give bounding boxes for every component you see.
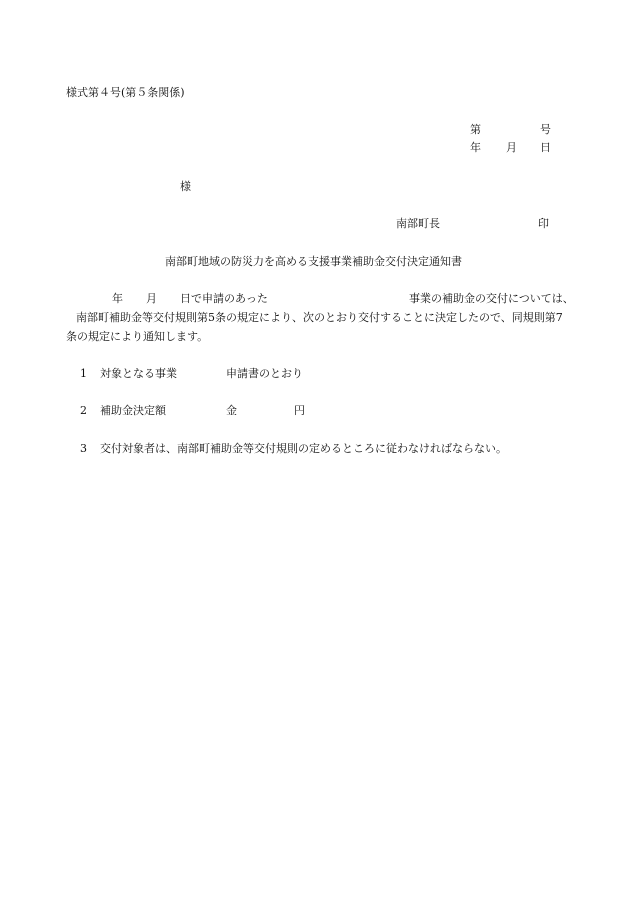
addressee-suffix: 様 [180, 180, 191, 193]
item-1-number: 1 [80, 367, 87, 380]
document-title: 南部町地域の防災力を高める支援事業補助金交付決定通知書 [165, 255, 462, 268]
form-label: 様式第４号(第５条関係) [66, 86, 185, 99]
item-1-value: 申請書のとおり [226, 367, 303, 380]
item-3-number: 3 [80, 442, 87, 455]
item-3-label: 交付対象者は、南部町補助金等交付規則の定めるところに従わなければならない。 [100, 442, 507, 455]
body-day-text: 日で申請のあった [180, 292, 268, 305]
body-line-3: 条の規定により通知します。 [66, 330, 209, 343]
body-year: 年 [112, 292, 123, 305]
date-month-label: 月 [506, 141, 517, 154]
date-year-label: 年 [470, 141, 481, 154]
date-day-label: 日 [540, 141, 551, 154]
item-2-value: 金 [226, 404, 237, 417]
body-line-2: 南部町補助金等交付規則第5条の規定により、次のとおり交付することに決定したので、同規則第7 [76, 311, 563, 324]
issuer-name: 南部町長 [396, 217, 440, 230]
item-2-label: 補助金決定額 [100, 404, 166, 417]
number-dai: 第 [470, 123, 481, 136]
body-project-text: 事業の補助金の交付については、 [409, 292, 574, 305]
item-1-label: 対象となる事業 [100, 367, 177, 380]
item-2-unit: 円 [294, 404, 305, 417]
item-2-number: 2 [80, 404, 87, 417]
seal-mark: 印 [538, 217, 549, 230]
body-month: 月 [146, 292, 157, 305]
number-go: 号 [540, 123, 551, 136]
